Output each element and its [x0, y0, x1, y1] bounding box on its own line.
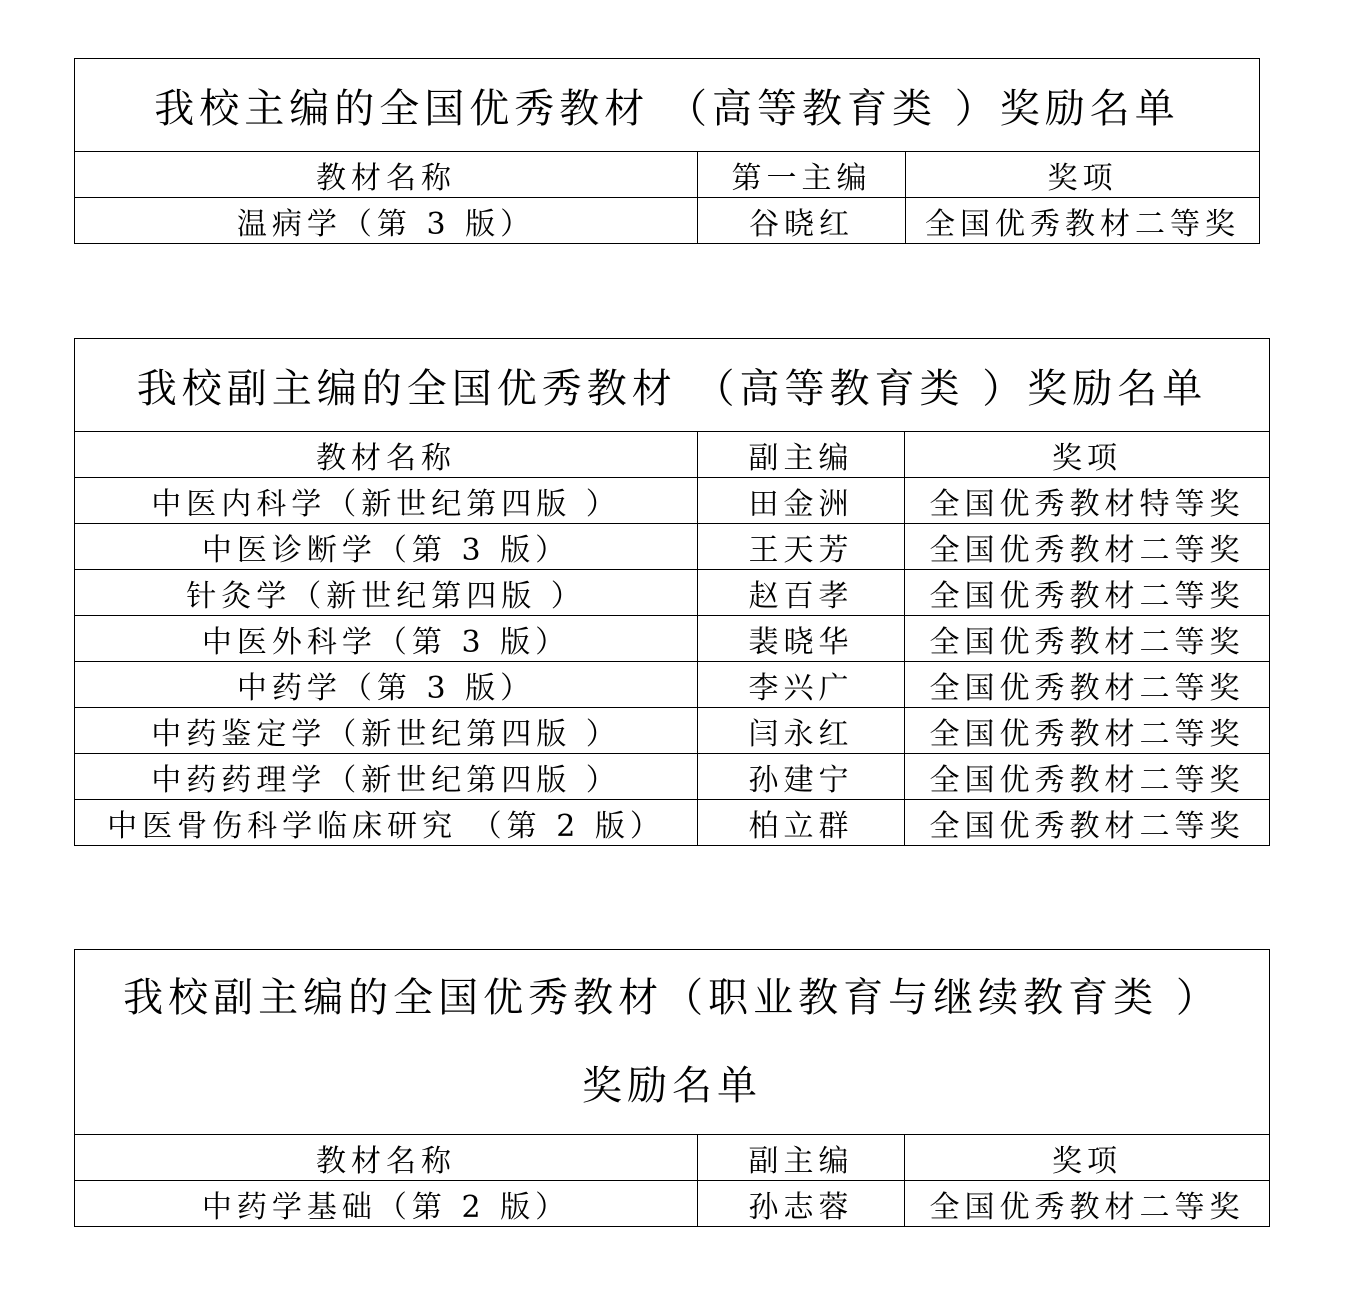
award-cell: 全国优秀教材二等奖 — [906, 198, 1260, 244]
table-title-line-2: 奖励名单 — [582, 1063, 762, 1109]
textbook-name-cell: 中药学（第 3 版） — [75, 662, 698, 708]
column-header-textbook-name: 教材名称 — [75, 432, 698, 478]
textbook-name-cell: 中药药理学（新世纪第四版 ） — [75, 754, 698, 800]
editor-cell: 李兴广 — [698, 662, 905, 708]
table-title-line-1: 我校副主编的全国优秀教材（职业教育与继续教育类 ） — [123, 975, 1221, 1021]
editor-cell: 田金洲 — [698, 478, 905, 524]
award-table-deputy-editor-higher-education — [74, 338, 1270, 846]
textbook-name-cell: 针灸学（新世纪第四版 ） — [75, 570, 698, 616]
table-row — [75, 708, 1270, 754]
column-header-textbook-name: 教材名称 — [75, 1135, 698, 1181]
editor-cell: 裴晓华 — [698, 616, 905, 662]
table-row — [75, 800, 1270, 846]
column-header-deputy-editor: 副主编 — [698, 432, 905, 478]
award-cell: 全国优秀教材二等奖 — [905, 662, 1270, 708]
column-header-award: 奖项 — [905, 432, 1270, 478]
textbook-name-cell: 温病学（第 3 版） — [75, 198, 698, 244]
editor-cell: 王天芳 — [698, 524, 905, 570]
table-title-row — [75, 339, 1270, 432]
editor-cell: 闫永红 — [698, 708, 905, 754]
column-header-award: 奖项 — [905, 1135, 1270, 1181]
table-title — [75, 950, 1270, 1135]
column-header-textbook-name: 教材名称 — [75, 152, 698, 198]
column-header-award: 奖项 — [906, 152, 1260, 198]
textbook-name-cell: 中医外科学（第 3 版） — [75, 616, 698, 662]
table-header-row — [75, 152, 1260, 198]
table-row — [75, 754, 1270, 800]
award-cell: 全国优秀教材二等奖 — [905, 616, 1270, 662]
table-row — [75, 616, 1270, 662]
textbook-name-cell: 中医内科学（新世纪第四版 ） — [75, 478, 698, 524]
table-header-row — [75, 1135, 1270, 1181]
award-cell: 全国优秀教材特等奖 — [905, 478, 1270, 524]
award-table-deputy-editor-vocational-education — [74, 949, 1270, 1227]
textbook-name-cell: 中医骨伤科学临床研究 （第 2 版） — [75, 800, 698, 846]
award-cell: 全国优秀教材二等奖 — [905, 708, 1270, 754]
editor-cell: 孙建宁 — [698, 754, 905, 800]
editor-cell: 柏立群 — [698, 800, 905, 846]
award-cell: 全国优秀教材二等奖 — [905, 1181, 1270, 1227]
textbook-name-cell: 中药学基础（第 2 版） — [75, 1181, 698, 1227]
table-title: 我校副主编的全国优秀教材 （高等教育类 ）奖励名单 — [75, 339, 1270, 432]
table-title-row — [75, 950, 1270, 1135]
table-row — [75, 1181, 1270, 1227]
award-cell: 全国优秀教材二等奖 — [905, 754, 1270, 800]
table-row — [75, 478, 1270, 524]
textbook-name-cell: 中药鉴定学（新世纪第四版 ） — [75, 708, 698, 754]
table-title: 我校主编的全国优秀教材 （高等教育类 ）奖励名单 — [75, 59, 1260, 152]
column-header-editor: 第一主编 — [698, 152, 906, 198]
award-cell: 全国优秀教材二等奖 — [905, 524, 1270, 570]
table-row — [75, 662, 1270, 708]
editor-cell: 谷晓红 — [698, 198, 906, 244]
table-header-row — [75, 432, 1270, 478]
column-header-deputy-editor: 副主编 — [698, 1135, 905, 1181]
table-row — [75, 570, 1270, 616]
award-cell: 全国优秀教材二等奖 — [905, 800, 1270, 846]
editor-cell: 孙志蓉 — [698, 1181, 905, 1227]
table-row — [75, 198, 1260, 244]
editor-cell: 赵百孝 — [698, 570, 905, 616]
award-table-chief-editor-higher-education — [74, 58, 1260, 244]
award-cell: 全国优秀教材二等奖 — [905, 570, 1270, 616]
table-row — [75, 524, 1270, 570]
textbook-name-cell: 中医诊断学（第 3 版） — [75, 524, 698, 570]
table-title-row — [75, 59, 1260, 152]
